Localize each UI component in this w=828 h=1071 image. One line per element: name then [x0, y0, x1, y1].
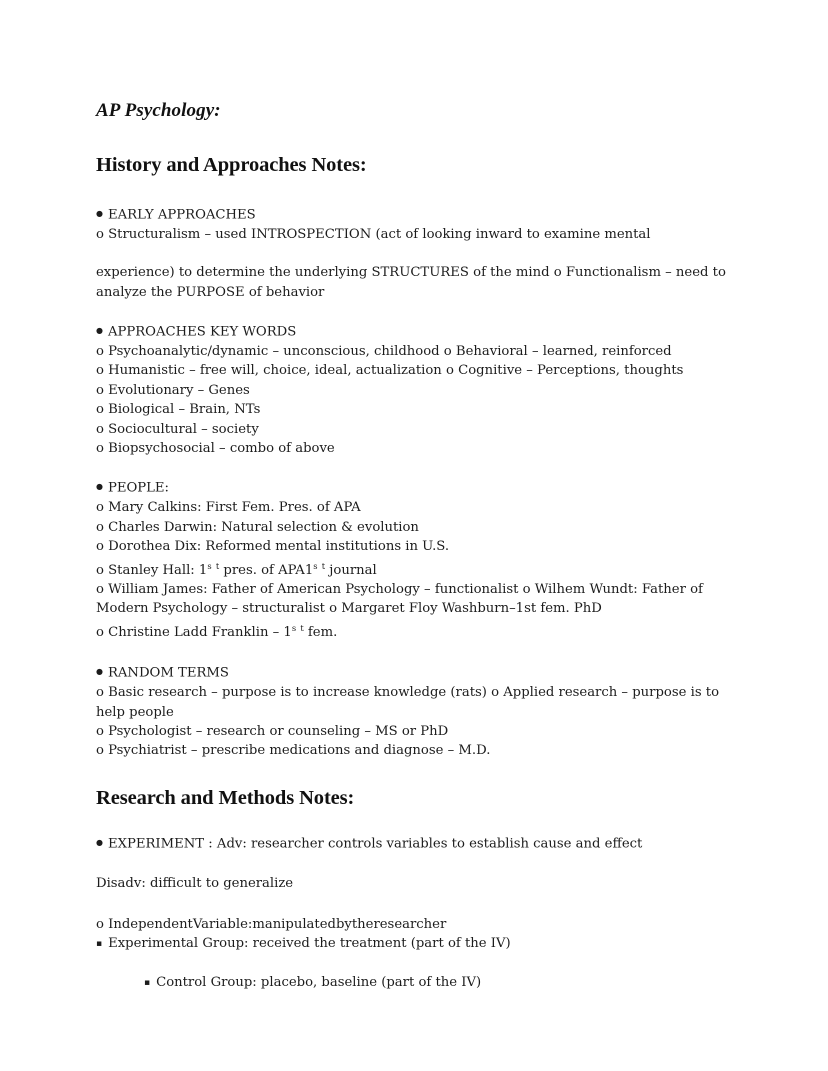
block-random-terms — [96, 642, 730, 761]
block-people — [96, 458, 730, 642]
block-disadv — [96, 854, 730, 893]
list-item: o Psychologist – research or counseling – MS or PhD — [96, 723, 449, 739]
block-experiment — [96, 810, 730, 854]
list-item: ● EXPERIMENT : Adv: researcher controls variables to establish cause and effect — [96, 833, 730, 854]
list-item: ● EARLY APPROACHES — [96, 204, 730, 225]
list-item: o Mary Calkins: First Fem. Pres. of APA — [96, 500, 361, 516]
block-control-group — [96, 954, 730, 993]
list-item: o Psychiatrist – prescribe medications and diagnose – M.D. — [96, 743, 491, 759]
list-item: o William James: Father of American Psychology – functionalist o Wilhem Wundt: Father of Modern Psychology – structuralist o Margaret Floy Washburn–1st fem. PhD — [96, 582, 703, 617]
block-independent-variable — [96, 893, 730, 954]
list-item: o IndependentVariable:manipulatedbytheresearcher — [96, 917, 447, 933]
list-item: o Dorothea Dix: Reformed mental institutions in U.S. — [96, 539, 450, 555]
section-heading-research: Research and Methods Notes: — [96, 786, 355, 809]
list-item: ● RANDOM TERMS — [96, 662, 730, 683]
list-item: o Structuralism – used INTROSPECTION (act of looking inward to examine mental — [96, 226, 651, 242]
list-item-christine-ladd: o Christine Ladd Franklin – 1$^s$ $^t$ fem. — [96, 622, 338, 640]
list-item: o Psychoanalytic/dynamic – unconscious, childhood o Behavioral – learned, reinforced — [96, 344, 672, 360]
list-item: ▪ Control Group: placebo, baseline (part of the IV) — [96, 973, 730, 993]
list-item: o Sociocultural – society — [96, 421, 259, 437]
list-item: o Basic research – purpose is to increase knowledge (rats) o Applied research – purpose is to help people — [96, 685, 720, 720]
list-item: o Charles Darwin: Natural selection & evolution — [96, 519, 419, 535]
list-item-stanley-hall: o Stanley Hall: 1$^s$ $^t$ pres. of APA1$^s$ $^t$ journal — [96, 560, 377, 578]
section-heading-history: History and Approaches Notes: — [96, 154, 367, 176]
block-approaches-key-words — [96, 302, 730, 458]
list-item: ▪ Experimental Group: received the treatment (part of the IV) — [96, 934, 730, 954]
document-title: AP Psychology: — [96, 100, 221, 121]
paragraph: Disadv: difficult to generalize — [96, 875, 294, 891]
list-item: o Evolutionary – Genes — [96, 382, 250, 398]
list-item: ● PEOPLE: — [96, 477, 730, 498]
list-item: o Biopsychosocial – combo of above — [96, 441, 335, 457]
list-item: ● APPROACHES KEY WORDS — [96, 321, 730, 342]
block-early-approaches — [96, 177, 730, 244]
list-item: o Biological – Brain, NTs — [96, 402, 261, 418]
block-early-approaches-continued — [96, 244, 730, 302]
paragraph: experience) to determine the underlying STRUCTURES of the mind o Functionalism – need to analyze the PURPOSE of behavior — [96, 265, 726, 300]
document-page — [96, 0, 730, 993]
list-item: o Humanistic – free will, choice, ideal, actualization o Cognitive – Perceptions, thoughts — [96, 363, 684, 379]
